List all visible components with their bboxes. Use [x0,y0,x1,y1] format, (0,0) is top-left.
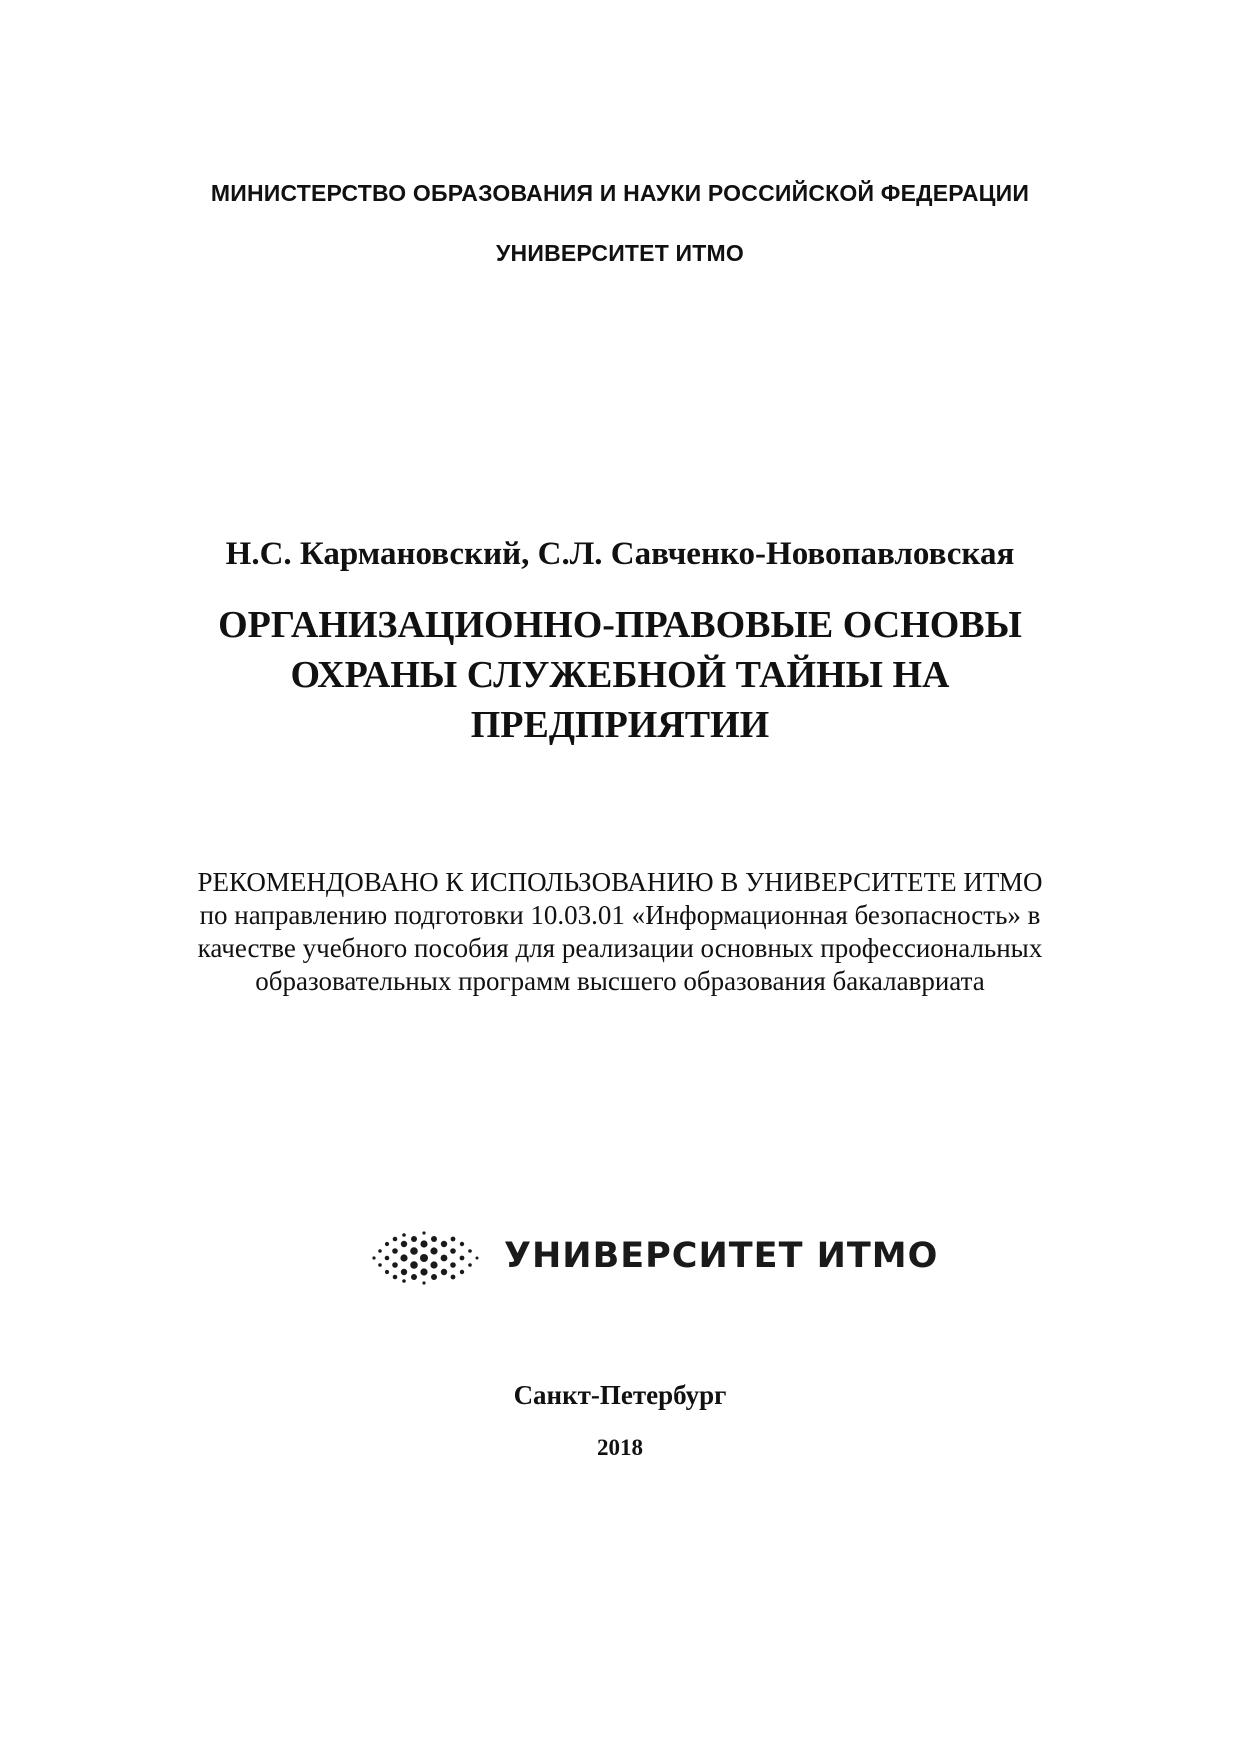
recommendation-line: качестве учебного пособия для реализации основных профессиональных [197,933,1043,963]
recommendation-line: образовательных программ высшего образования бакалавриата [255,966,985,996]
university-heading: УНИВЕРСИТЕТ ИТМО [496,240,744,266]
year: 2018 [597,1435,643,1460]
recommendation-line: РЕКОМЕНДОВАНО К ИСПОЛЬЗОВАНИЮ В УНИВЕРСИТЕТЕ ИТМО [197,867,1043,897]
ministry-heading: МИНИСТЕРСТВО ОБРАЗОВАНИЯ И НАУКИ РОССИЙСКОЙ ФЕДЕРАЦИИ [210,180,1030,206]
logo-text: УНИВЕРСИТЕТ ИТМО [504,1236,939,1276]
book-title-line: ПРЕДПРИЯТИИ [470,704,770,746]
recommendation-line: по направлению подготовки 10.03.01 «Информационная безопасность» в [199,900,1041,930]
itmo-dots-logo-icon [370,1228,490,1288]
book-title-line: ОХРАНЫ СЛУЖЕБНОЙ ТАЙНЫ НА [290,654,950,696]
city: Санкт-Петербург [513,1380,727,1410]
book-title-line: ОРГАНИЗАЦИОННО-ПРАВОВЫЕ ОСНОВЫ [218,604,1022,646]
university-logo [370,1228,939,1288]
authors: Н.С. Кармановский, С.Л. Савченко-Новопавловская [225,536,1015,572]
